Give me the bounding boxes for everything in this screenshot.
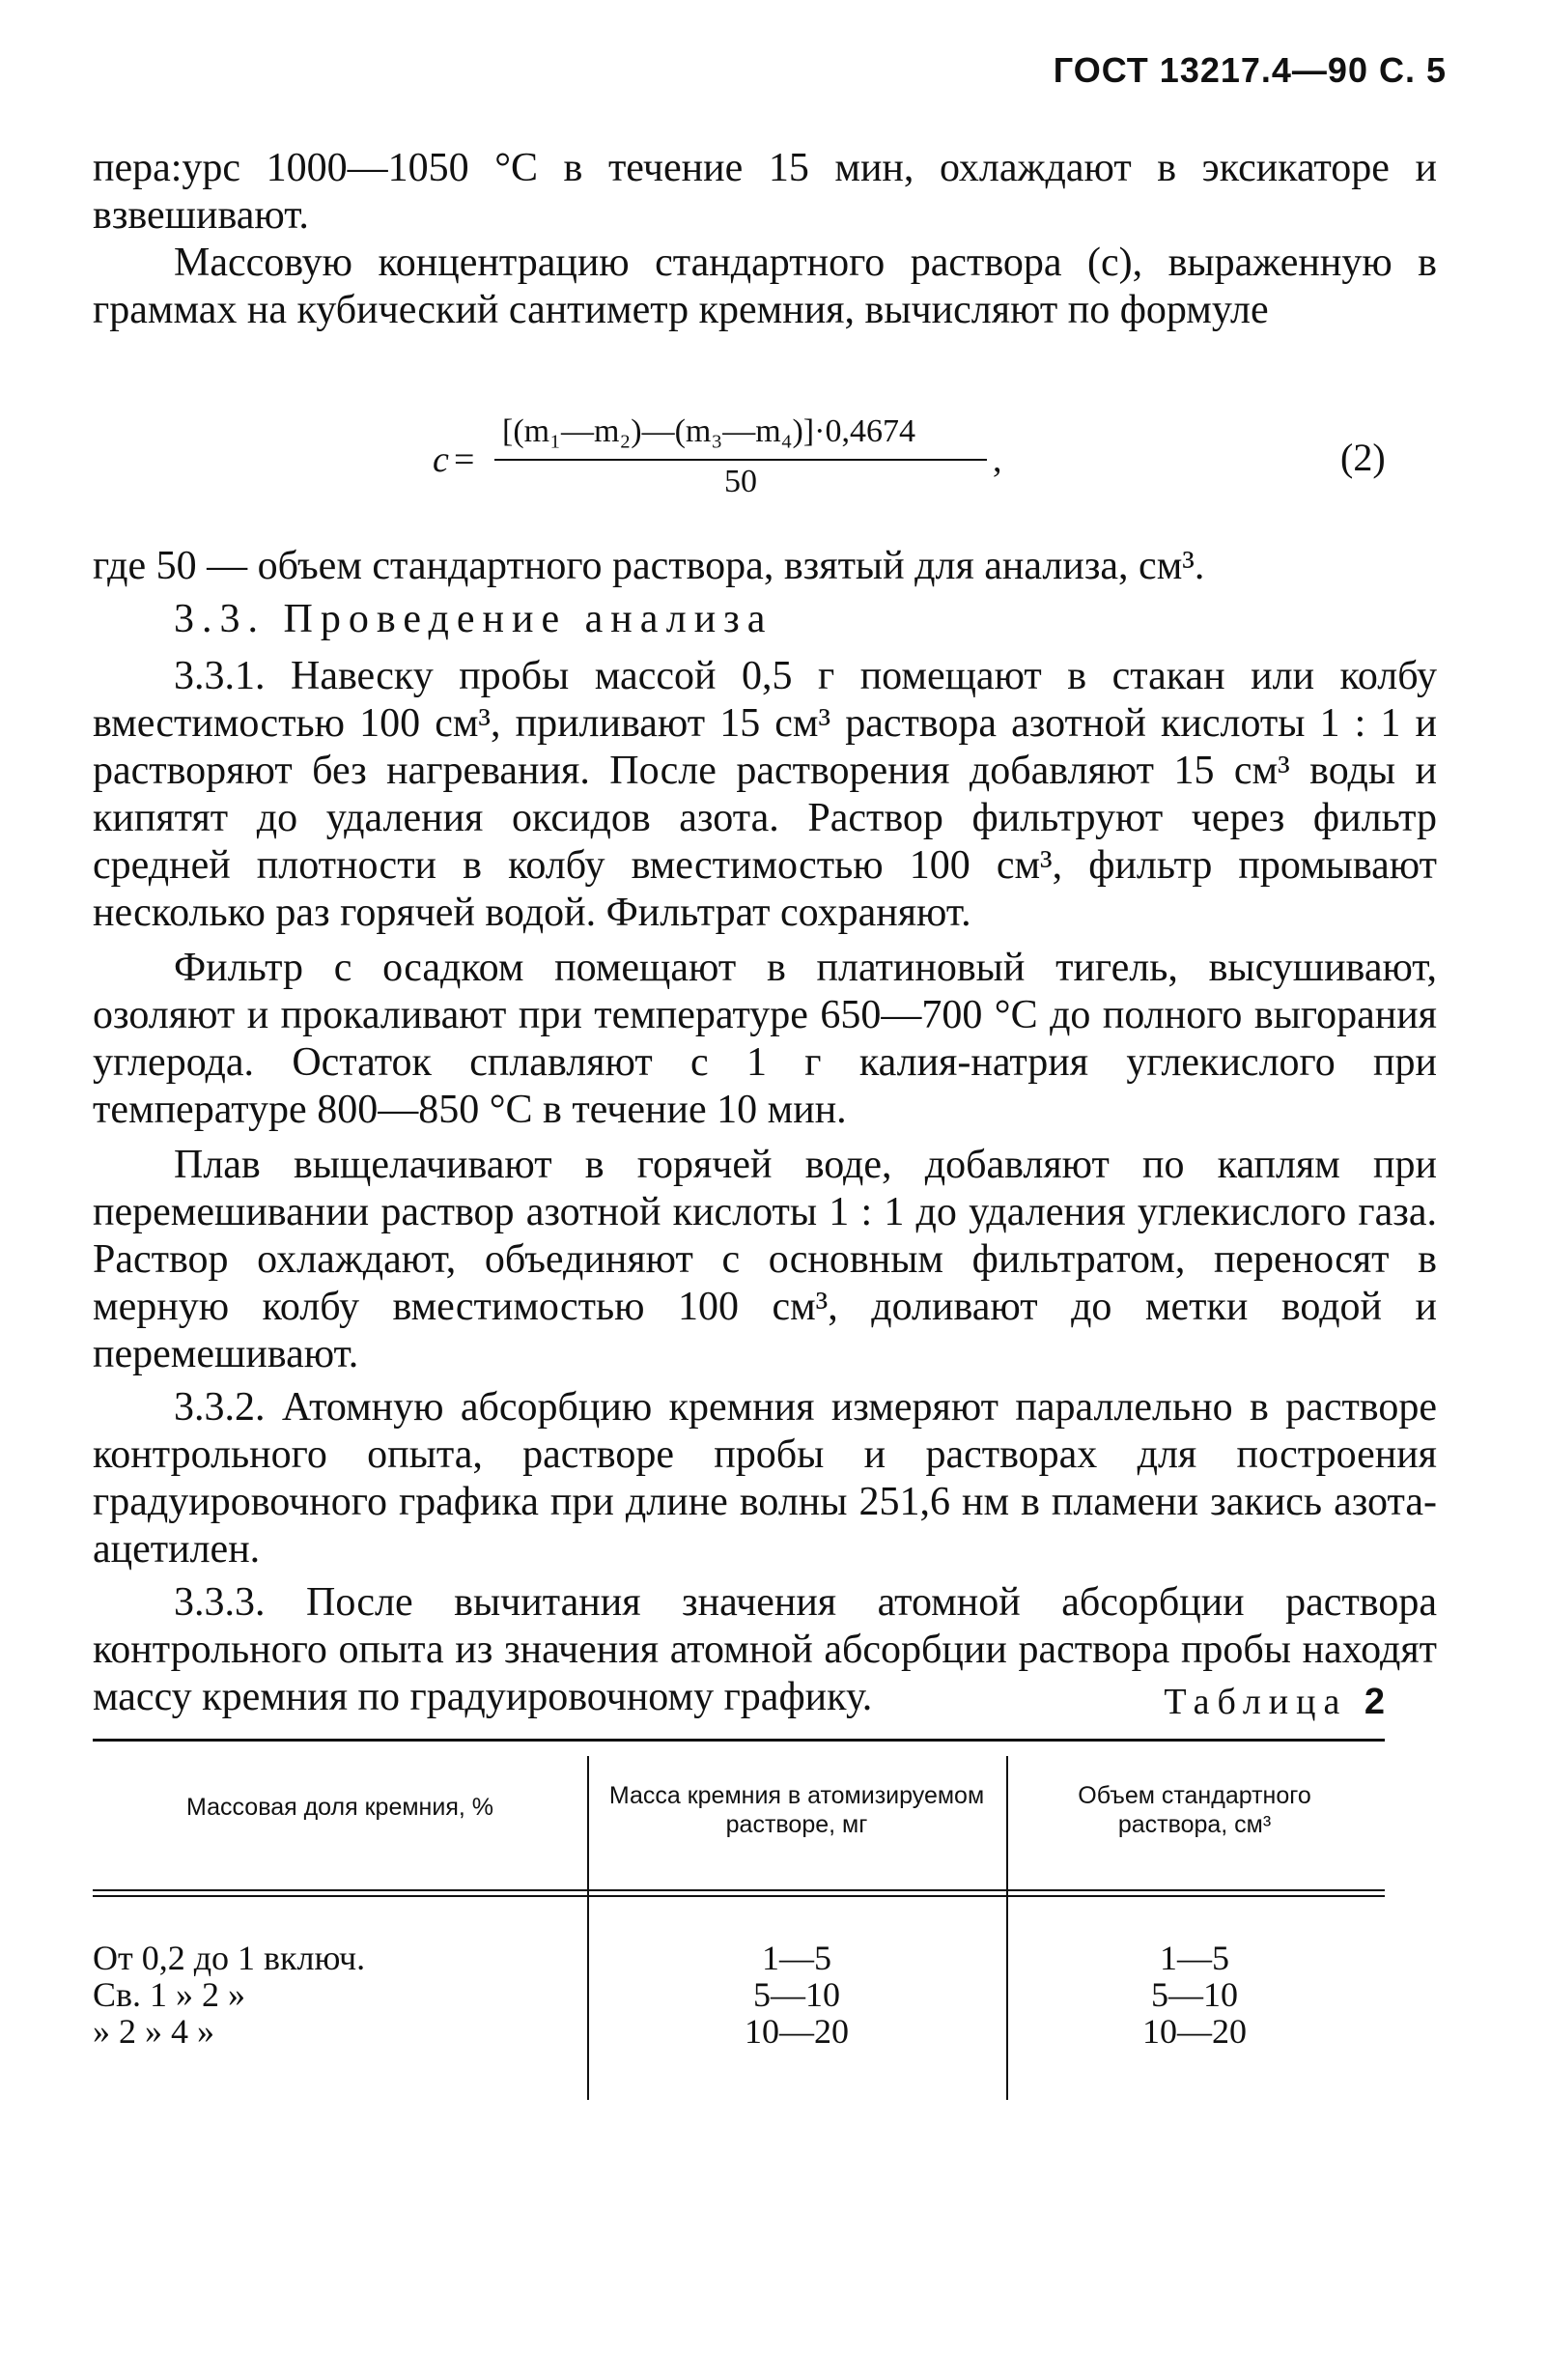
table-cell: 5—10 <box>753 1975 840 2014</box>
paragraph-concentration: Массовую концентрацию стандартного раствора (с), выраженную в граммах на кубический сантиметр кремния, вычисляют по формуле <box>93 241 1437 332</box>
table-column-volume <box>1027 1940 1362 2050</box>
table-caption <box>1164 1681 1385 1723</box>
table-column-divider-2 <box>1006 1756 1008 2100</box>
table-header-standard-volume: Объем стандартного раствора, см³ <box>1078 1782 1311 1838</box>
formula-2 <box>0 413 1547 520</box>
table-header-silicon-mass: Масса кремния в атомизируемом растворе, мг <box>608 1782 985 1838</box>
table-header-rule-2 <box>93 1895 1385 1897</box>
table-cell: 1—5 <box>762 1939 831 1977</box>
table-caption-word: Таблица <box>1164 1682 1348 1722</box>
table-header-rule-1 <box>93 1889 1385 1891</box>
formula-numerator: [(m₁—m₂)—(m₃—m₄)]·0,4674 <box>502 413 915 449</box>
table-column-mass <box>599 1940 995 2050</box>
table-cell: 5—10 <box>1151 1975 1238 2014</box>
table-cell: 10—20 <box>1142 2012 1247 2051</box>
table-column-fraction <box>93 1940 576 2050</box>
table-2 <box>93 1739 1385 2106</box>
table-cell: 1—5 <box>1160 1939 1229 1977</box>
text-block-top <box>93 145 1437 334</box>
section-heading-analysis: 3.3. Проведение анализа <box>174 597 774 641</box>
formula-fraction-bar <box>494 459 987 461</box>
formula-comma: , <box>993 439 1002 480</box>
paragraph-melt: Плав выщелачивают в горячей воде, добавляют по каплям при перемешивании раствор азотной кислоты 1 : 1 до удаления углекислого газа. Раствор охлаждают, объединяют с основным фильтратом, переносят в мерную колбу вместимостью 100 см³, доливают до метки водой и перемешивают. <box>93 1143 1437 1376</box>
table-cell: 10—20 <box>745 2012 849 2051</box>
table-caption-number: 2 <box>1364 1682 1385 1722</box>
paragraph-3-3-3: 3.3.3. После вычитания значения атомной абсорбции раствора контрольного опыта из значения атомной абсорбции раствора пробы находят массу кремния по градуировочному графику. <box>93 1580 1437 1719</box>
text-block-main <box>93 543 1437 1721</box>
formula-equals: = <box>454 439 475 480</box>
table-column-divider-1 <box>587 1756 589 2100</box>
paragraph-where: где 50 — объем стандартного раствора, взятый для анализа, см³. <box>93 544 1205 588</box>
page-header: ГОСТ 13217.4—90 С. 5 <box>1053 50 1447 90</box>
formula-lhs: с <box>433 439 449 480</box>
paragraph-temperature: пера:урс 1000—1050 °С в течение 15 мин, охлаждают в эксикаторе и взвешивают. <box>93 146 1437 238</box>
paragraph-3-3-2: 3.3.2. Атомную абсорбцию кремния измеряют параллельно в растворе контрольного опыта, растворе пробы и растворах для построения градуировочного графика при длине волны 251,6 нм в пламени закись азота-ацетилен. <box>93 1385 1437 1572</box>
paragraph-filter: Фильтр с осадком помещают в платиновый тигель, высушивают, озоляют и прокаливают при температуре 650—700 °С до полного выгорания углерода. Остаток сплавляют с 1 г калия-натрия углекислого при температуре 800—850 °С в течение 10 мин. <box>93 946 1437 1132</box>
paragraph-3-3-1: 3.3.1. Навеску пробы массой 0,5 г помещают в стакан или колбу вместимостью 100 см³, приливают 15 см³ раствора азотной кислоты 1 : 1 и растворяют без нагревания. После растворения добавляют 15 см³ воды и кипятят до удаления оксидов азота. Раствор фильтруют через фильтр средней плотности в колбу вместимостью 100 см³, фильтр промывают несколько раз горячей водой. Фильтрат сохраняют. <box>93 654 1437 935</box>
table-cell: От 0,2 до 1 включ. <box>93 1939 366 1977</box>
table-cell: Св. 1 » 2 » <box>93 1975 246 2014</box>
formula-number: (2) <box>1340 436 1386 479</box>
table-top-rule <box>93 1739 1385 1742</box>
table-cell: » 2 » 4 » <box>93 2012 214 2051</box>
table-header-silicon-fraction: Массовая доля кремния, % <box>186 1794 493 1821</box>
formula-denominator: 50 <box>724 464 757 499</box>
